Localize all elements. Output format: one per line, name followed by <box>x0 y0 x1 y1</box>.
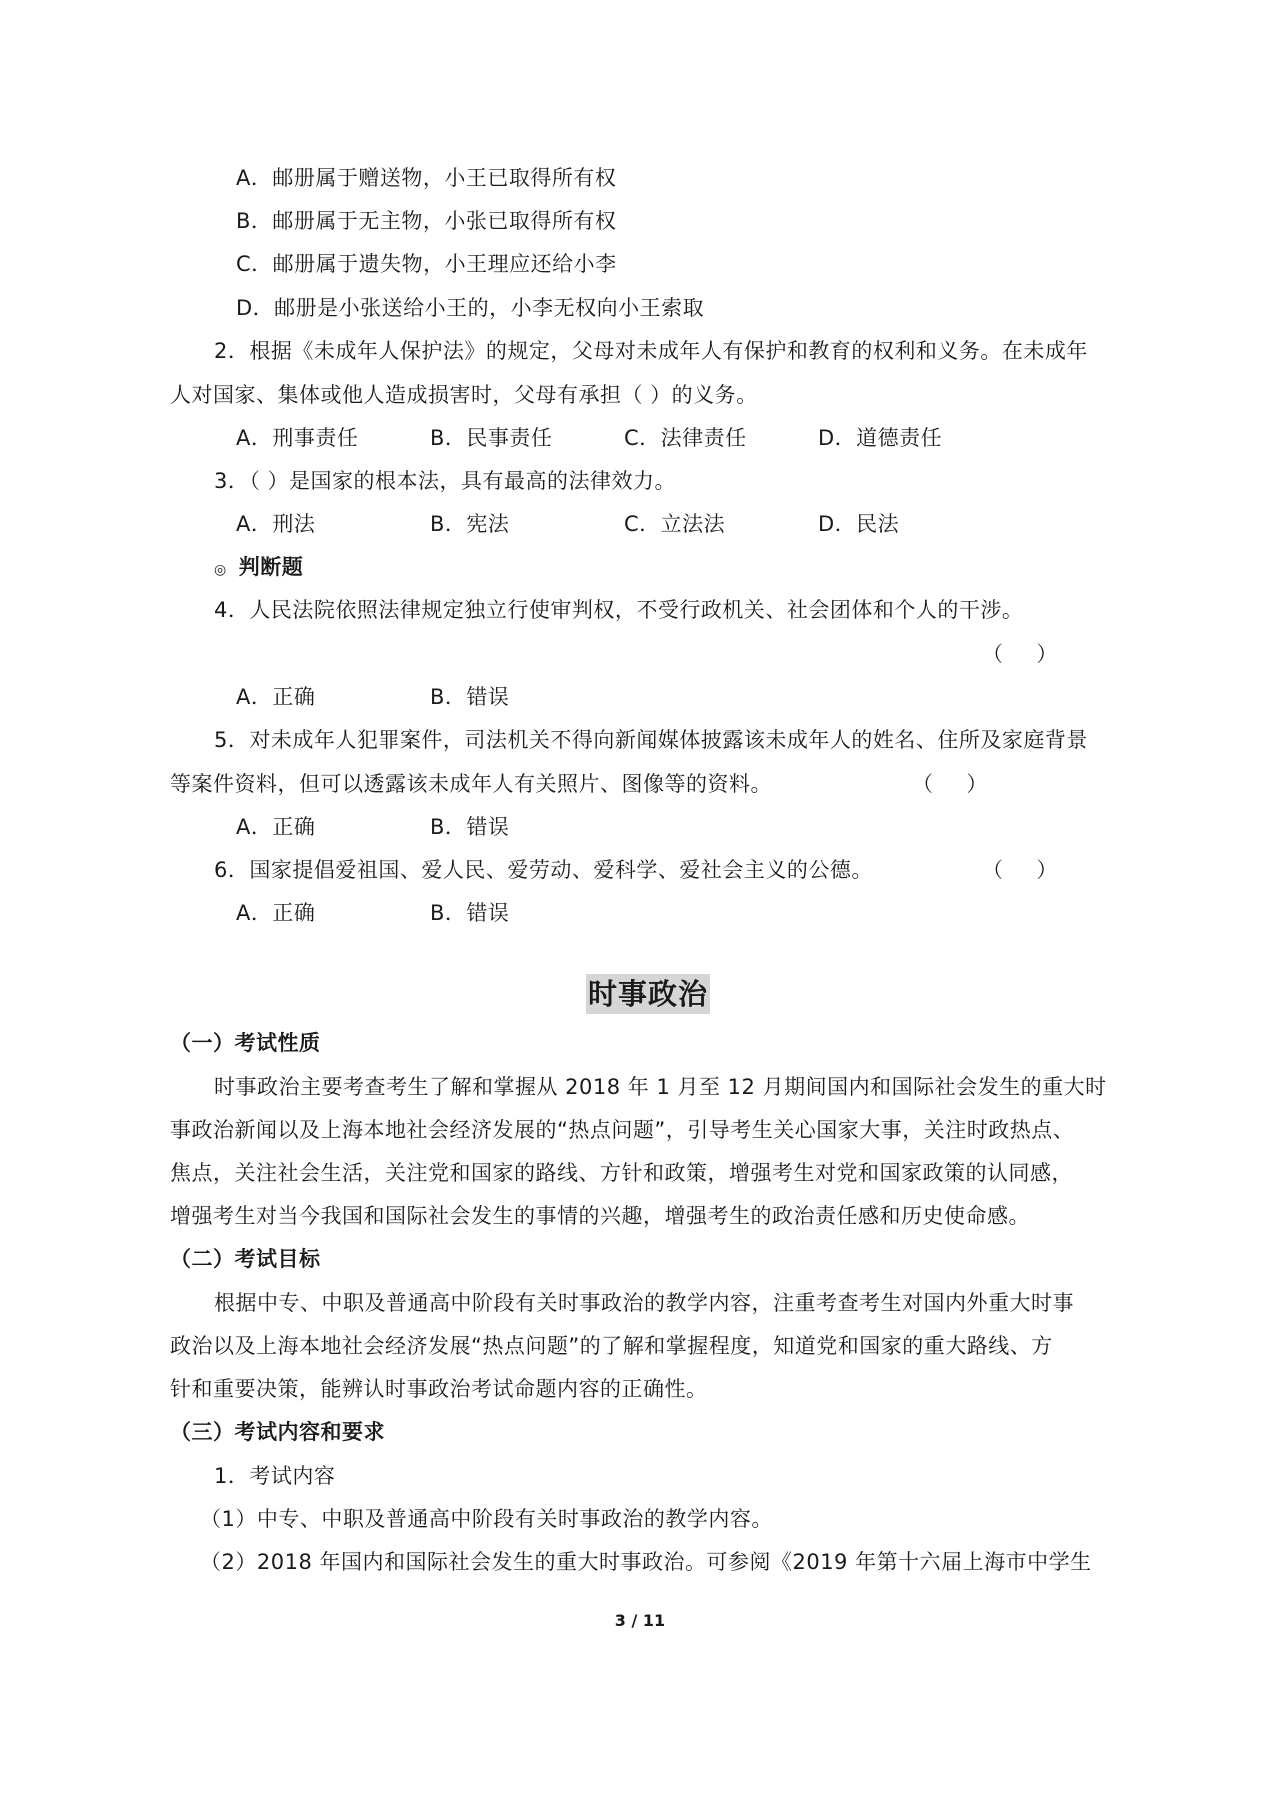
nature-para-line4: 增强考生对当今我国和国际社会发生的事情的兴趣，增强考生的政治责任感和历史使命感。 <box>170 1204 1030 1228</box>
q1-option-b: B．邮册属于无主物，小张已取得所有权 <box>236 209 617 233</box>
q6-answer-paren: （ ） <box>982 858 1058 882</box>
heading-goals: （二）考试目标 <box>170 1247 321 1271</box>
q5-option-a: A．正确 <box>236 815 316 839</box>
q3-option-a: A．刑法 <box>236 512 316 536</box>
judge-heading-text: 判断题 <box>238 555 304 579</box>
nature-para-line3: 焦点，关注社会生活，关注党和国家的路线、方针和政策，增强考生对党和国家政策的认同感， <box>170 1161 1073 1185</box>
q2-option-a: A．刑事责任 <box>236 426 359 450</box>
q6-option-a: A．正确 <box>236 901 316 925</box>
q5-stem-line1: 5．对未成年人犯罪案件，司法机关不得向新闻媒体披露该未成年人的姓名、住所及家庭背景 <box>214 728 1088 752</box>
content-item2: （2）2018 年国内和国际社会发生的重大时事政治。可参阅《2019 年第十六届上海市中学生 <box>200 1550 1092 1574</box>
goals-para-line3: 针和重要决策，能辨认时事政治考试命题内容的正确性。 <box>170 1377 708 1401</box>
q5-stem-line2: 等案件资料，但可以透露该未成年人有关照片、图像等的资料。 <box>170 772 772 796</box>
q2-stem-line1: 2．根据《未成年人保护法》的规定，父母对未成年人有保护和教育的权利和义务。在未成年 <box>214 339 1088 363</box>
q2-stem-line2: 人对国家、集体或他人造成损害时，父母有承担（ ）的义务。 <box>170 383 758 407</box>
q6-stem: 6．国家提倡爱祖国、爱人民、爱劳动、爱科学、爱社会主义的公德。 <box>214 858 873 882</box>
q4-answer-paren: （ ） <box>982 642 1058 666</box>
section-title: 时事政治 <box>586 974 710 1014</box>
q3-option-d: D．民法 <box>818 512 900 536</box>
q4-option-a: A．正确 <box>236 685 316 709</box>
q3-stem: 3．（ ）是国家的根本法，具有最高的法律效力。 <box>214 469 677 493</box>
heading-nature: （一）考试性质 <box>170 1031 321 1055</box>
nature-para-line1: 时事政治主要考查考生了解和掌握从 2018 年 1 月至 12 月期间国内和国际社会发生的重大时 <box>214 1075 1107 1099</box>
q1-option-c: C．邮册属于遗失物，小王理应还给小李 <box>236 252 617 276</box>
q3-option-b: B．宪法 <box>430 512 510 536</box>
q2-option-b: B．民事责任 <box>430 426 553 450</box>
nature-para-line2: 事政治新闻以及上海本地社会经济发展的“热点问题”，引导考生关心国家大事，关注时政热点、 <box>170 1118 1075 1142</box>
goals-para-line1: 根据中专、中职及普通高中阶段有关时事政治的教学内容，注重考查考生对国内外重大时事 <box>214 1291 1074 1315</box>
q5-answer-paren: （ ） <box>912 772 988 796</box>
page-number: 3 / 11 <box>614 1611 666 1630</box>
q6-option-b: B．错误 <box>430 901 510 925</box>
q5-option-b: B．错误 <box>430 815 510 839</box>
goals-para-line2: 政治以及上海本地社会经济发展“热点问题”的了解和掌握程度，知道党和国家的重大路线、方 <box>170 1334 1053 1358</box>
content-sub1: 1．考试内容 <box>214 1464 336 1488</box>
q2-option-c: C．法律责任 <box>624 426 747 450</box>
q1-option-d: D．邮册是小张送给小王的，小李无权向小王索取 <box>236 296 705 320</box>
content-item1: （1）中专、中职及普通高中阶段有关时事政治的教学内容。 <box>200 1507 773 1531</box>
q4-option-b: B．错误 <box>430 685 510 709</box>
judge-heading <box>214 553 303 584</box>
q3-option-c: C．立法法 <box>624 512 726 536</box>
q2-option-d: D．道德责任 <box>818 426 943 450</box>
bullet-icon: ◎ <box>214 562 227 578</box>
q4-stem: 4．人民法院依照法律规定独立行使审判权，不受行政机关、社会团体和个人的干涉。 <box>214 598 1024 622</box>
heading-content: （三）考试内容和要求 <box>170 1420 385 1444</box>
q1-option-a: A．邮册属于赠送物，小王已取得所有权 <box>236 166 617 190</box>
